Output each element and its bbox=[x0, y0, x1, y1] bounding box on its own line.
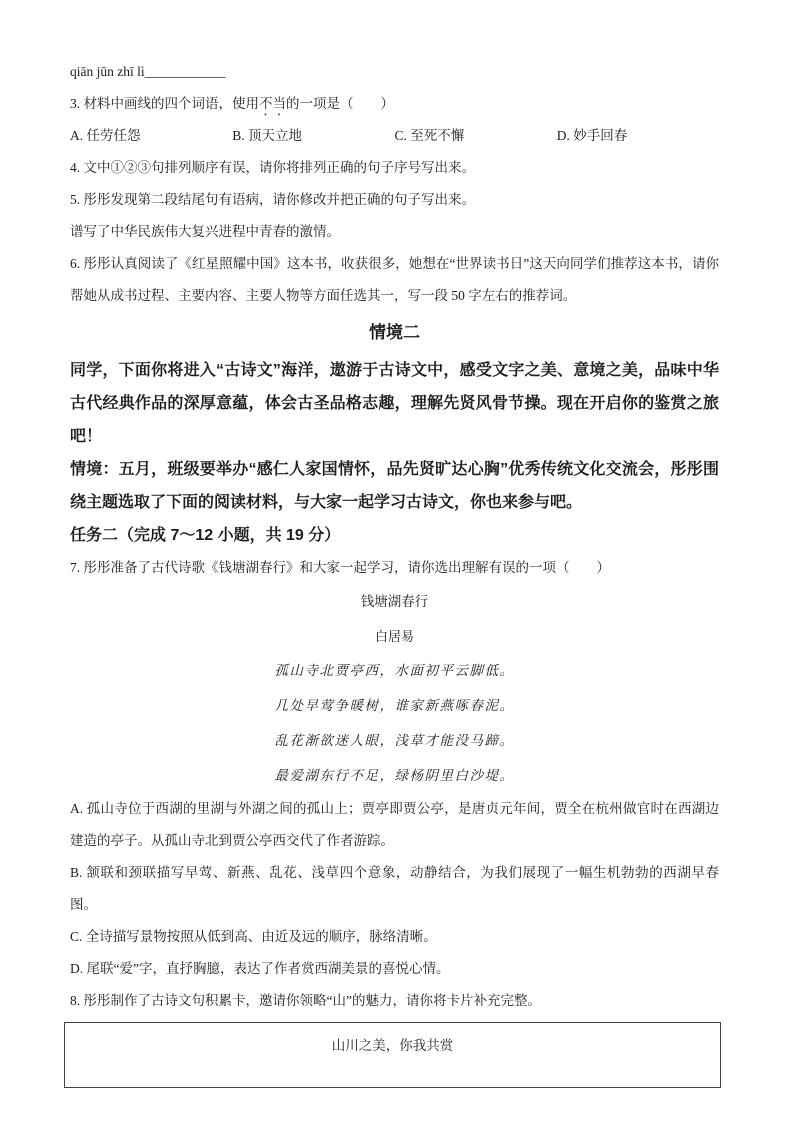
question-7-stem: 7. 彤彤准备了古代诗歌《钱塘湖春行》和大家一起学习，请你选出理解有误的一项（ ） bbox=[70, 560, 610, 575]
q3-stem-post: 的一项是（ ） bbox=[286, 96, 394, 111]
question-8-stem: 8. 彤彤制作了古诗文句积累卡，邀请你领略“山”的魅力，请你将卡片补充完整。 bbox=[70, 993, 541, 1008]
q3-option-d: D. 妙手回春 bbox=[556, 128, 628, 143]
answer-blank: ____________ bbox=[144, 64, 226, 79]
section-2-intro: 同学，下面你将进入“古诗文”海洋，遨游于古诗文中，感受文字之美、意境之美，品味中华古代经典作品的深厚意蕴，体会古圣品格志趣，理解先贤风骨节操。现在开启你的鉴赏之旅吧！ bbox=[70, 362, 719, 445]
q5-material-continuation: 谱写了中华民族伟大复兴进程中青春的激情。 bbox=[70, 224, 340, 239]
poem-line-1: 孤山寺北贾亭西，水面初平云脚低。 bbox=[274, 663, 515, 678]
poem-line-4: 最爱湖东行不足，绿杨阴里白沙堤。 bbox=[274, 768, 515, 783]
poem-line-3: 乱花渐欲迷人眼，浅草才能没马蹄。 bbox=[274, 733, 515, 748]
accumulation-card bbox=[64, 1022, 721, 1088]
section-2-heading: 情境二 bbox=[369, 323, 420, 342]
q7-option-b: B. 颔联和颈联描写早莺、新燕、乱花、浅草四个意象，动静结合，为我们展现了一幅生机勃勃的西湖早春图。 bbox=[70, 865, 719, 912]
poem-title: 钱塘湖春行 bbox=[360, 594, 429, 609]
q3-stem-pre: 3. 材料中画线的四个词语，使用 bbox=[70, 96, 259, 111]
q7-option-c: C. 全诗描写景物按照从低到高、由近及远的顺序，脉络清晰。 bbox=[70, 929, 437, 944]
question-3-options bbox=[70, 120, 719, 152]
question-4: 4. 文中①②③句排列顺序有误，请你将排列正确的句子序号写出来。 bbox=[70, 160, 475, 175]
task-2-heading: 任务二（完成 7～12 小题，共 19 分） bbox=[70, 527, 341, 544]
question-6: 6. 彤彤认真阅读了《红星照耀中国》这本书，收获很多，她想在“世界读书日”这天向同学们推荐这本书，请你帮她从成书过程、主要内容、主要人物等方面任选其一，写一段 50 字左右的推荐词。 bbox=[70, 256, 719, 303]
q7-option-a: A. 孤山寺位于西湖的里湖与外湖之间的孤山上；贾亭即贾公亭，是唐贞元年间，贾全在杭州做官时在西湖边建造的亭子。从孤山寺北到贾公亭西交代了作者游踪。 bbox=[70, 801, 719, 848]
q3-option-b: B. 顶天立地 bbox=[232, 128, 303, 143]
poem-line-2: 几处早莺争暖树，谁家新燕啄春泥。 bbox=[274, 698, 515, 713]
scenario-paragraph: 情境：五月，班级要举办“感仁人家国情怀，品先贤旷达心胸”优秀传统文化交流会，彤彤围绕主题选取了下面的阅读材料，与大家一起学习古诗文，你也来参与吧。 bbox=[70, 461, 719, 511]
accumulation-card-title: 山川之美，你我共赏 bbox=[331, 1038, 454, 1053]
pinyin-line bbox=[70, 56, 719, 88]
pinyin-text: qiān jūn zhī lì bbox=[70, 64, 145, 79]
poem-author: 白居易 bbox=[374, 629, 414, 644]
q3-stem-emphasis: 不当 bbox=[259, 96, 286, 111]
q7-option-d: D. 尾联“爱”字，直抒胸臆，表达了作者赏西湖美景的喜悦心情。 bbox=[70, 961, 450, 976]
q3-option-a: A. 任劳任怨 bbox=[70, 128, 141, 143]
q3-option-c: C. 至死不懈 bbox=[394, 128, 465, 143]
question-3-stem bbox=[70, 88, 719, 120]
question-5: 5. 彤彤发现第二段结尾句有语病，请你修改并把正确的句子写出来。 bbox=[70, 192, 475, 207]
